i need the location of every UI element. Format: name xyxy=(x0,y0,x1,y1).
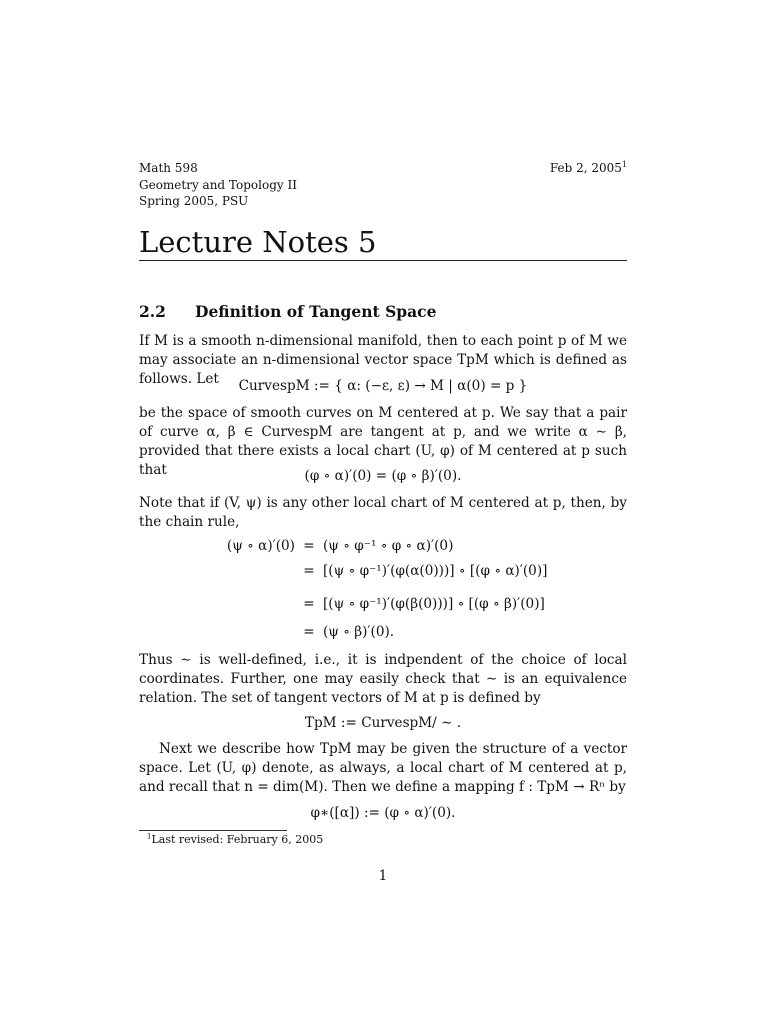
derivation-lhs: (ψ ∘ α)′(0) xyxy=(226,538,295,554)
paragraph-3: Note that if (V, ψ) is any other local chart of M centered at p, then, by the chain rule, xyxy=(139,495,627,530)
header-left xyxy=(139,160,297,210)
derivation-equals: = xyxy=(303,538,315,554)
derivation-equals: = xyxy=(303,596,315,612)
derivation-rhs: (ψ ∘ φ⁻¹ ∘ φ ∘ α)′(0) xyxy=(323,538,454,554)
page-number: 1 xyxy=(378,868,388,884)
header-date xyxy=(550,160,627,177)
footnote-rule xyxy=(139,830,287,831)
derivation-row xyxy=(217,538,453,554)
section-heading xyxy=(139,302,436,321)
equation-curves: CurvespM := { α: (−ε, ε) → M | α(0) = p } xyxy=(238,378,528,394)
derivation-rhs: (ψ ∘ β)′(0). xyxy=(323,624,395,640)
derivation-row xyxy=(217,624,394,640)
section-title: Definition of Tangent Space xyxy=(195,302,437,321)
footnote-text: Last revised: February 6, 2005 xyxy=(151,833,324,846)
document-page xyxy=(139,0,627,1024)
date-text: Feb 2, 2005 xyxy=(549,161,622,175)
course-subtitle: Geometry and Topology II xyxy=(139,177,297,192)
title-rule xyxy=(139,260,627,261)
derivation-equals: = xyxy=(303,563,315,579)
paragraph-1: If M is a smooth n-dimensional manifold, then to each point p of M we may associate an n-dimensional vector space TpM which is defined as follows. Let xyxy=(139,333,627,387)
derivation-rhs: [(ψ ∘ φ⁻¹)′(φ(β(0)))] ∘ [(φ ∘ β)′(0)] xyxy=(323,596,545,612)
equation-pushforward: φ∗([α]) := (φ ∘ α)′(0). xyxy=(310,805,456,821)
equation-tangent-space: TpM := CurvespM/ ∼ . xyxy=(304,715,462,731)
derivation-rhs: [(ψ ∘ φ⁻¹)′(φ(α(0)))] ∘ [(φ ∘ α)′(0)] xyxy=(323,563,548,579)
page-title: Lecture Notes 5 xyxy=(139,225,377,259)
course-term: Spring 2005, PSU xyxy=(139,194,249,208)
date-footnote-mark: 1 xyxy=(621,160,627,169)
paragraph-4: Thus ∼ is well-defined, i.e., it is indpendent of the choice of local coordinates. Further, one may easily check that ∼ is an equivalence relation. The set of tangent vectors of M at p is defined by xyxy=(139,652,627,706)
equation-tangent-condition: (φ ∘ α)′(0) = (φ ∘ β)′(0). xyxy=(304,468,462,484)
derivation-row xyxy=(217,596,545,612)
section-number: 2.2 xyxy=(139,302,166,321)
course-name: Math 598 xyxy=(139,161,198,175)
paragraph-2: be the space of smooth curves on M centered at p. We say that a pair of curve α, β ∈ CurvespM are tangent at p, and we write α ∼ β, provided that there exists a local chart (U, φ) of M centered at p such that xyxy=(139,405,627,478)
footnote xyxy=(147,832,323,847)
derivation-row xyxy=(217,563,547,579)
footnote-mark: 1 xyxy=(147,832,152,841)
paragraph-5: Next we describe how TpM may be given the structure of a vector space. Let (U, φ) denote, as always, a local chart of M centered at p, and recall that n = dim(M). Then we define a mapping f : TpM → Rⁿ by xyxy=(139,741,627,795)
derivation-equals: = xyxy=(303,624,315,640)
